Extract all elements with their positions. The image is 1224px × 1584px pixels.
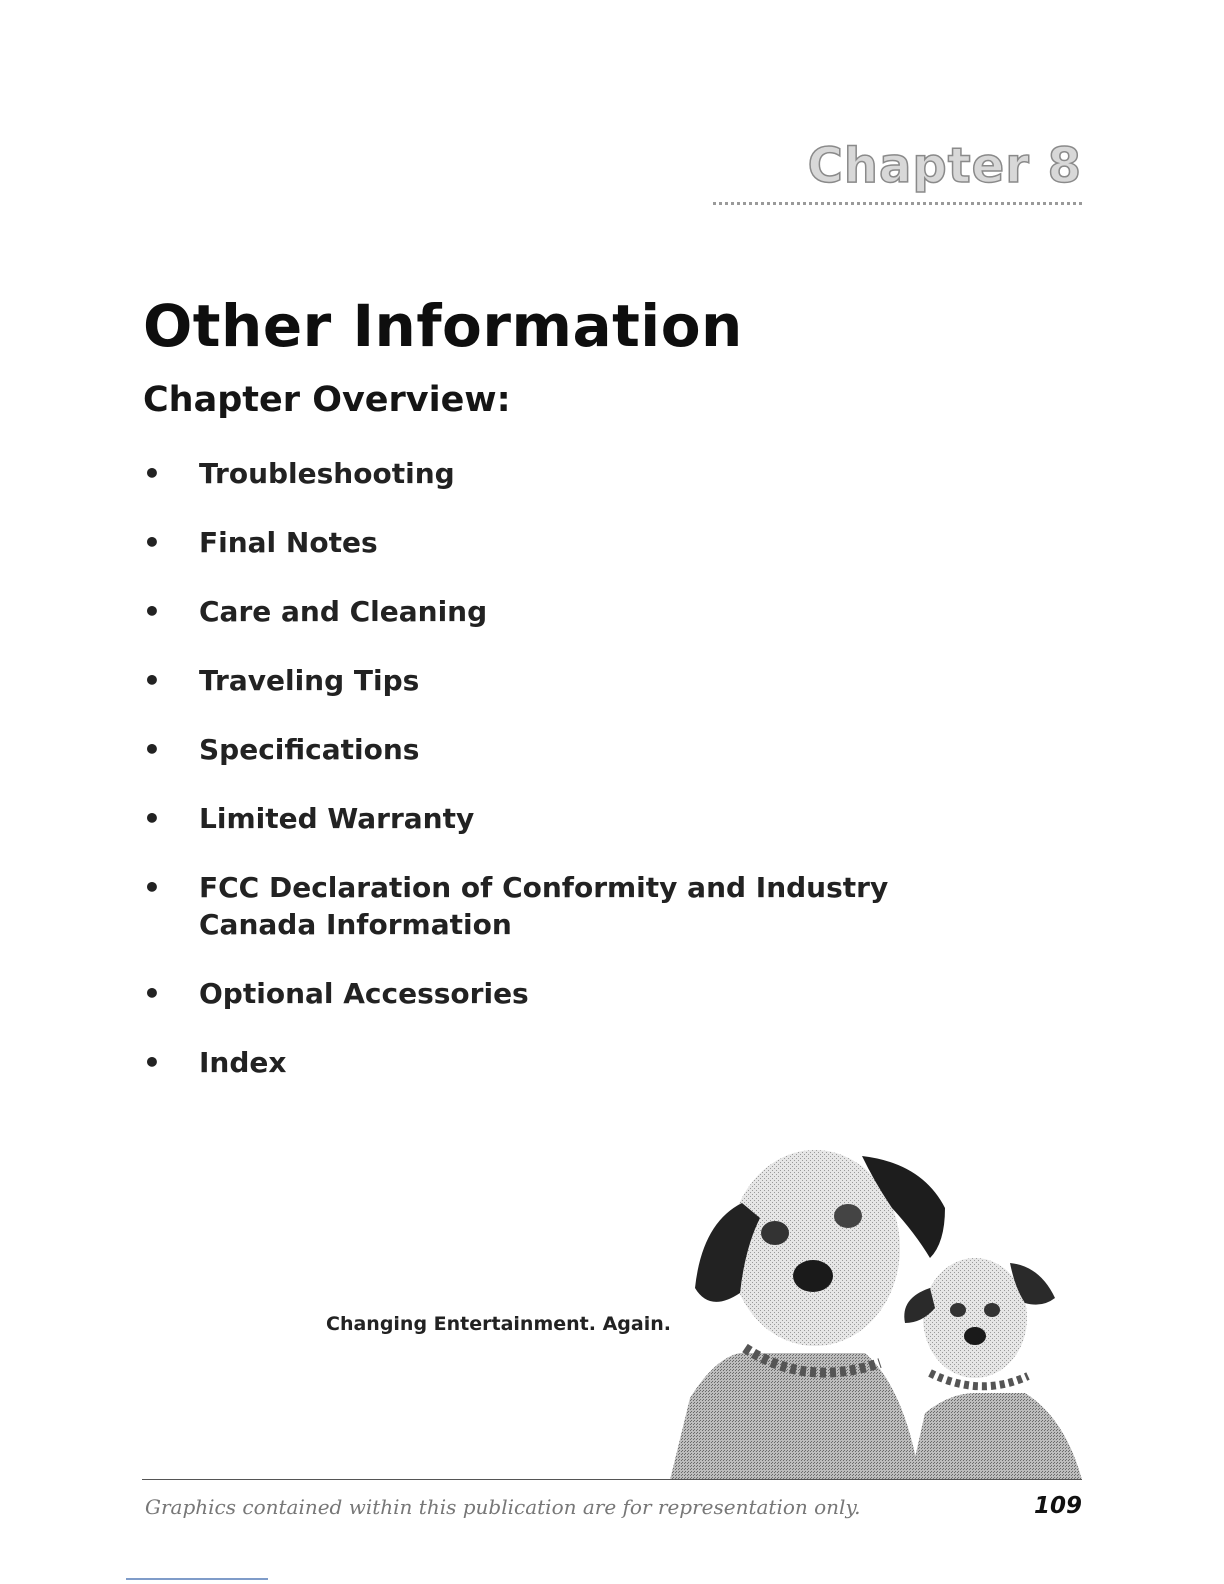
footer-rule [142,1479,1082,1480]
list-item-label: Troubleshooting [199,457,455,490]
list-item-label: Final Notes [199,526,378,559]
list-item [143,800,1043,837]
page-number: 109 [1033,1493,1082,1519]
list-item-label: Optional Accessories [199,977,529,1010]
footer-disclaimer: Graphics contained within this publication are for representation only. [145,1495,861,1519]
list-item-label: Traveling Tips [199,664,420,697]
chapter-label: Chapter 8 [807,138,1082,194]
bullet-icon: • [143,733,161,766]
page-title: Other Information [143,292,743,360]
bullet-icon: • [143,802,161,835]
bullet-icon: • [143,457,161,490]
brand-tagline: Changing Entertainment. Again. [326,1313,671,1335]
list-item-label: Specifications [199,733,420,766]
list-item-label: Care and Cleaning [199,595,488,628]
list-item-label: Index [199,1046,287,1079]
list-item [143,593,1043,630]
bullet-icon: • [143,1046,161,1079]
list-item [143,975,1043,1012]
bullet-icon: • [143,664,161,697]
bullet-icon: • [143,595,161,628]
bullet-icon: • [143,871,161,904]
list-item [143,455,1043,492]
page-corner-mark [126,1578,268,1580]
chapter-rule [713,202,1082,205]
overview-list [143,455,1043,1113]
list-item [143,524,1043,561]
dogs-mascot-image [630,1148,1085,1480]
bullet-icon: • [143,977,161,1010]
list-item [143,731,1043,768]
list-item [143,662,1043,699]
list-item [143,869,989,943]
bullet-icon: • [143,526,161,559]
list-item-label: FCC Declaration of Conformity and Industry Canada Information [199,871,889,941]
list-item [143,1044,1043,1081]
list-item-label: Limited Warranty [199,802,475,835]
overview-heading: Chapter Overview: [143,380,511,420]
